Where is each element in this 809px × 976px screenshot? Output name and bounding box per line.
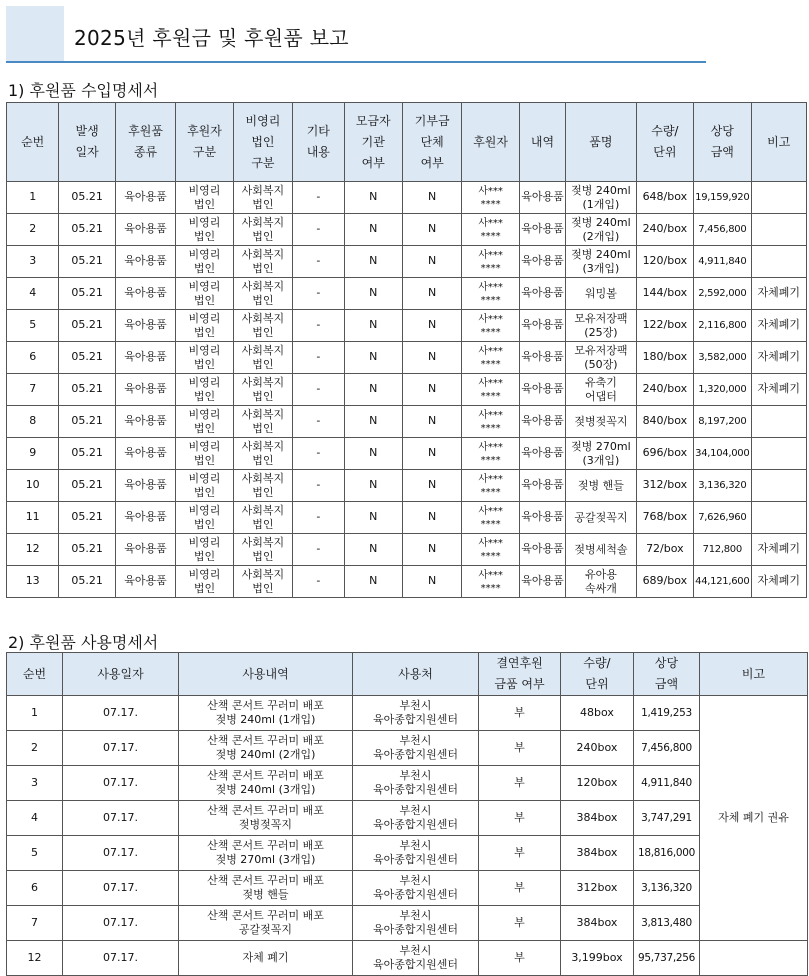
- item-type-cell: 육아용품: [115, 470, 175, 502]
- table-row: [7, 246, 807, 278]
- row-number: 7: [7, 906, 63, 941]
- usage-table: [6, 652, 808, 976]
- page-title: 2025년 후원금 및 후원품 보고: [74, 26, 349, 50]
- usage-content-cell: 산책 콘서트 꾸러미 배포 젖병젖꼭지: [179, 801, 353, 836]
- item-type-cell: 육아용품: [115, 278, 175, 310]
- usage-place-cell: 부천시 육아종합지원센터: [353, 801, 479, 836]
- quantity-cell: 72/box: [636, 534, 693, 566]
- donor-cell: 사*** ****: [462, 502, 519, 534]
- item-name-cell: 모유저장팩 (50장): [566, 342, 637, 374]
- item-name-cell: 젖병세척솔: [566, 534, 637, 566]
- corp-type-cell: 사회복지 법인: [233, 438, 292, 470]
- item-type-cell: 육아용품: [115, 534, 175, 566]
- item-name-cell: 젖병 240ml (2개입): [566, 214, 637, 246]
- row-number: 12: [7, 534, 59, 566]
- table-row: [7, 534, 807, 566]
- etc-cell: -: [293, 374, 344, 406]
- amount-cell: 2,116,800: [694, 310, 751, 342]
- donor-type-cell: 비영리 법인: [176, 214, 233, 246]
- usage-content-cell: 산책 콘서트 꾸러미 배포 젖병 핸들: [179, 871, 353, 906]
- note-cell: 자체폐기: [751, 310, 807, 342]
- date-cell: 05.21: [59, 406, 115, 438]
- amount-cell: 3,813,480: [634, 906, 700, 941]
- income-column-header: 후원품 종류: [115, 103, 175, 182]
- table-row: [7, 406, 807, 438]
- corp-type-cell: 사회복지 법인: [233, 502, 292, 534]
- detail-cell: 육아용품: [519, 438, 565, 470]
- detail-cell: 육아용품: [519, 534, 565, 566]
- row-number: 8: [7, 406, 59, 438]
- item-name-cell: 워밍볼: [566, 278, 637, 310]
- date-cell: 05.21: [59, 438, 115, 470]
- table-row: [7, 696, 808, 731]
- row-number: 10: [7, 470, 59, 502]
- usage-place-cell: 부천시 육아종합지원센터: [353, 836, 479, 871]
- usage-column-header: 결연후원 금품 여부: [479, 653, 561, 696]
- donation-org-cell: N: [402, 534, 461, 566]
- item-name-cell: 유축기 어댑터: [566, 374, 637, 406]
- table-row: [7, 731, 808, 766]
- note-cell: 자체폐기: [751, 534, 807, 566]
- note-cell: [751, 182, 807, 214]
- quantity-cell: 240/box: [636, 214, 693, 246]
- donation-org-cell: N: [402, 566, 461, 598]
- usage-content-cell: 산책 콘서트 꾸러미 배포 젖병 240ml (3개입): [179, 766, 353, 801]
- quantity-cell: 384box: [561, 906, 634, 941]
- etc-cell: -: [293, 278, 344, 310]
- date-cell: 05.21: [59, 566, 115, 598]
- donor-cell: 사*** ****: [462, 534, 519, 566]
- fundraising-agency-cell: N: [344, 502, 402, 534]
- item-name-cell: 모유저장팩 (25장): [566, 310, 637, 342]
- usage-place-cell: 부천시 육아종합지원센터: [353, 766, 479, 801]
- detail-cell: 육아용품: [519, 566, 565, 598]
- row-number: 4: [7, 801, 63, 836]
- usage-header-row: [7, 653, 808, 696]
- income-column-header: 내역: [519, 103, 565, 182]
- note-cell: 자체폐기: [751, 566, 807, 598]
- quantity-cell: 120/box: [636, 246, 693, 278]
- usage-column-header: 순번: [7, 653, 63, 696]
- sponsorship-cell: 부: [479, 906, 561, 941]
- fundraising-agency-cell: N: [344, 246, 402, 278]
- fundraising-agency-cell: N: [344, 214, 402, 246]
- usage-place-cell: 부천시 육아종합지원센터: [353, 941, 479, 976]
- table-row: [7, 906, 808, 941]
- note-cell: [751, 438, 807, 470]
- row-number: 11: [7, 502, 59, 534]
- corp-type-cell: 사회복지 법인: [233, 310, 292, 342]
- quantity-cell: 180/box: [636, 342, 693, 374]
- income-column-header: 품명: [566, 103, 637, 182]
- income-table: [6, 102, 807, 598]
- donation-org-cell: N: [402, 246, 461, 278]
- note-cell: [751, 502, 807, 534]
- amount-cell: 19,159,920: [694, 182, 751, 214]
- table-row: [7, 766, 808, 801]
- amount-cell: 3,136,320: [694, 470, 751, 502]
- table-row: [7, 801, 808, 836]
- merged-note-cell: 자체 폐기 권유: [700, 696, 808, 941]
- fundraising-agency-cell: N: [344, 566, 402, 598]
- item-type-cell: 육아용품: [115, 246, 175, 278]
- fundraising-agency-cell: N: [344, 278, 402, 310]
- donor-cell: 사*** ****: [462, 278, 519, 310]
- income-column-header: 비영리 법인 구분: [233, 103, 292, 182]
- usage-content-cell: 산책 콘서트 꾸러미 배포 젖병 240ml (2개입): [179, 731, 353, 766]
- donation-org-cell: N: [402, 438, 461, 470]
- detail-cell: 육아용품: [519, 278, 565, 310]
- amount-cell: 3,747,291: [634, 801, 700, 836]
- table-row: [7, 470, 807, 502]
- donor-cell: 사*** ****: [462, 246, 519, 278]
- amount-cell: 34,104,000: [694, 438, 751, 470]
- donor-type-cell: 비영리 법인: [176, 310, 233, 342]
- income-column-header: 모금자 기관 여부: [344, 103, 402, 182]
- amount-cell: 4,911,840: [694, 246, 751, 278]
- note-cell: [700, 941, 808, 976]
- sponsorship-cell: 부: [479, 696, 561, 731]
- date-cell: 05.21: [59, 214, 115, 246]
- row-number: 3: [7, 766, 63, 801]
- usage-date-cell: 07.17.: [63, 801, 179, 836]
- donation-org-cell: N: [402, 214, 461, 246]
- income-column-header: 수량/ 단위: [636, 103, 693, 182]
- detail-cell: 육아용품: [519, 214, 565, 246]
- date-cell: 05.21: [59, 534, 115, 566]
- donor-type-cell: 비영리 법인: [176, 502, 233, 534]
- quantity-cell: 3,199box: [561, 941, 634, 976]
- corp-type-cell: 사회복지 법인: [233, 374, 292, 406]
- row-number: 2: [7, 731, 63, 766]
- row-number: 6: [7, 871, 63, 906]
- item-name-cell: 유아용 속싸개: [566, 566, 637, 598]
- income-column-header: 기부금 단체 여부: [402, 103, 461, 182]
- income-column-header: 순번: [7, 103, 59, 182]
- quantity-cell: 144/box: [636, 278, 693, 310]
- corp-type-cell: 사회복지 법인: [233, 342, 292, 374]
- detail-cell: 육아용품: [519, 342, 565, 374]
- detail-cell: 육아용품: [519, 374, 565, 406]
- donor-type-cell: 비영리 법인: [176, 470, 233, 502]
- item-type-cell: 육아용품: [115, 342, 175, 374]
- title-underline: [6, 61, 706, 63]
- corp-type-cell: 사회복지 법인: [233, 470, 292, 502]
- date-cell: 05.21: [59, 342, 115, 374]
- item-name-cell: 공갈젖꼭지: [566, 502, 637, 534]
- table-row: [7, 941, 808, 976]
- row-number: 1: [7, 182, 59, 214]
- sponsorship-cell: 부: [479, 871, 561, 906]
- item-name-cell: 젖병 핸들: [566, 470, 637, 502]
- usage-date-cell: 07.17.: [63, 906, 179, 941]
- donor-type-cell: 비영리 법인: [176, 566, 233, 598]
- quantity-cell: 648/box: [636, 182, 693, 214]
- usage-place-cell: 부천시 육아종합지원센터: [353, 871, 479, 906]
- quantity-cell: 312box: [561, 871, 634, 906]
- donor-type-cell: 비영리 법인: [176, 374, 233, 406]
- donation-org-cell: N: [402, 406, 461, 438]
- fundraising-agency-cell: N: [344, 182, 402, 214]
- donation-org-cell: N: [402, 342, 461, 374]
- item-type-cell: 육아용품: [115, 406, 175, 438]
- table-row: [7, 438, 807, 470]
- row-number: 7: [7, 374, 59, 406]
- row-number: 4: [7, 278, 59, 310]
- row-number: 2: [7, 214, 59, 246]
- table-row: [7, 836, 808, 871]
- donation-org-cell: N: [402, 502, 461, 534]
- row-number: 12: [7, 941, 63, 976]
- amount-cell: 18,816,000: [634, 836, 700, 871]
- note-cell: [751, 470, 807, 502]
- row-number: 9: [7, 438, 59, 470]
- fundraising-agency-cell: N: [344, 342, 402, 374]
- usage-content-cell: 산책 콘서트 꾸러미 배포 공갈젖꼭지: [179, 906, 353, 941]
- sponsorship-cell: 부: [479, 766, 561, 801]
- table-row: [7, 342, 807, 374]
- income-header-row: [7, 103, 807, 182]
- donor-type-cell: 비영리 법인: [176, 342, 233, 374]
- usage-column-header: 상당 금액: [634, 653, 700, 696]
- report-header: [6, 6, 706, 62]
- amount-cell: 7,626,960: [694, 502, 751, 534]
- sponsorship-cell: 부: [479, 941, 561, 976]
- row-number: 5: [7, 310, 59, 342]
- detail-cell: 육아용품: [519, 310, 565, 342]
- donor-cell: 사*** ****: [462, 406, 519, 438]
- fundraising-agency-cell: N: [344, 374, 402, 406]
- usage-date-cell: 07.17.: [63, 941, 179, 976]
- quantity-cell: 312/box: [636, 470, 693, 502]
- etc-cell: -: [293, 438, 344, 470]
- amount-cell: 1,419,253: [634, 696, 700, 731]
- fundraising-agency-cell: N: [344, 310, 402, 342]
- income-column-header: 상당 금액: [694, 103, 751, 182]
- item-type-cell: 육아용품: [115, 310, 175, 342]
- sponsorship-cell: 부: [479, 836, 561, 871]
- income-column-header: 후원자: [462, 103, 519, 182]
- table-row: [7, 566, 807, 598]
- usage-content-cell: 산책 콘서트 꾸러미 배포 젖병 270ml (3개입): [179, 836, 353, 871]
- etc-cell: -: [293, 502, 344, 534]
- note-cell: 자체폐기: [751, 374, 807, 406]
- quantity-cell: 840/box: [636, 406, 693, 438]
- date-cell: 05.21: [59, 310, 115, 342]
- quantity-cell: 696/box: [636, 438, 693, 470]
- quantity-cell: 240box: [561, 731, 634, 766]
- row-number: 6: [7, 342, 59, 374]
- detail-cell: 육아용품: [519, 182, 565, 214]
- title-accent-block: [6, 6, 64, 62]
- donor-type-cell: 비영리 법인: [176, 278, 233, 310]
- etc-cell: -: [293, 214, 344, 246]
- quantity-cell: 120box: [561, 766, 634, 801]
- corp-type-cell: 사회복지 법인: [233, 182, 292, 214]
- detail-cell: 육아용품: [519, 406, 565, 438]
- donor-type-cell: 비영리 법인: [176, 406, 233, 438]
- table-row: [7, 502, 807, 534]
- usage-column-header: 사용내역: [179, 653, 353, 696]
- row-number: 5: [7, 836, 63, 871]
- usage-date-cell: 07.17.: [63, 731, 179, 766]
- etc-cell: -: [293, 342, 344, 374]
- fundraising-agency-cell: N: [344, 534, 402, 566]
- fundraising-agency-cell: N: [344, 438, 402, 470]
- quantity-cell: 689/box: [636, 566, 693, 598]
- item-type-cell: 육아용품: [115, 182, 175, 214]
- donation-org-cell: N: [402, 310, 461, 342]
- note-cell: 자체폐기: [751, 342, 807, 374]
- donor-cell: 사*** ****: [462, 566, 519, 598]
- donor-cell: 사*** ****: [462, 182, 519, 214]
- etc-cell: -: [293, 246, 344, 278]
- donor-cell: 사*** ****: [462, 470, 519, 502]
- sponsorship-cell: 부: [479, 731, 561, 766]
- corp-type-cell: 사회복지 법인: [233, 214, 292, 246]
- usage-place-cell: 부천시 육아종합지원센터: [353, 731, 479, 766]
- donor-type-cell: 비영리 법인: [176, 438, 233, 470]
- income-column-header: 후원자 구분: [176, 103, 233, 182]
- usage-column-header: 비고: [700, 653, 808, 696]
- item-name-cell: 젖병젖꼭지: [566, 406, 637, 438]
- usage-place-cell: 부천시 육아종합지원센터: [353, 906, 479, 941]
- income-section-title: 1) 후원품 수입명세서: [8, 81, 159, 100]
- etc-cell: -: [293, 534, 344, 566]
- usage-date-cell: 07.17.: [63, 766, 179, 801]
- note-cell: 자체폐기: [751, 278, 807, 310]
- corp-type-cell: 사회복지 법인: [233, 534, 292, 566]
- date-cell: 05.21: [59, 374, 115, 406]
- row-number: 13: [7, 566, 59, 598]
- amount-cell: 1,320,000: [694, 374, 751, 406]
- usage-date-cell: 07.17.: [63, 696, 179, 731]
- etc-cell: -: [293, 470, 344, 502]
- item-type-cell: 육아용품: [115, 502, 175, 534]
- donor-type-cell: 비영리 법인: [176, 246, 233, 278]
- detail-cell: 육아용품: [519, 502, 565, 534]
- income-column-header: 발생 일자: [59, 103, 115, 182]
- quantity-cell: 768/box: [636, 502, 693, 534]
- donor-cell: 사*** ****: [462, 310, 519, 342]
- usage-place-cell: 부천시 육아종합지원센터: [353, 696, 479, 731]
- date-cell: 05.21: [59, 182, 115, 214]
- amount-cell: 2,592,000: [694, 278, 751, 310]
- amount-cell: 7,456,800: [694, 214, 751, 246]
- quantity-cell: 48box: [561, 696, 634, 731]
- etc-cell: -: [293, 406, 344, 438]
- donor-type-cell: 비영리 법인: [176, 182, 233, 214]
- usage-column-header: 사용처: [353, 653, 479, 696]
- usage-section-title: 2) 후원품 사용명세서: [8, 633, 159, 652]
- donation-org-cell: N: [402, 374, 461, 406]
- detail-cell: 육아용품: [519, 470, 565, 502]
- item-name-cell: 젖병 240ml (1개입): [566, 182, 637, 214]
- table-row: [7, 374, 807, 406]
- date-cell: 05.21: [59, 470, 115, 502]
- etc-cell: -: [293, 566, 344, 598]
- row-number: 1: [7, 696, 63, 731]
- income-column-header: 비고: [751, 103, 807, 182]
- corp-type-cell: 사회복지 법인: [233, 246, 292, 278]
- table-row: [7, 182, 807, 214]
- donation-org-cell: N: [402, 470, 461, 502]
- quantity-cell: 240/box: [636, 374, 693, 406]
- donor-cell: 사*** ****: [462, 438, 519, 470]
- amount-cell: 3,136,320: [634, 871, 700, 906]
- item-name-cell: 젖병 240ml (3개입): [566, 246, 637, 278]
- table-row: [7, 871, 808, 906]
- amount-cell: 44,121,600: [694, 566, 751, 598]
- item-type-cell: 육아용품: [115, 438, 175, 470]
- row-number: 3: [7, 246, 59, 278]
- donor-cell: 사*** ****: [462, 342, 519, 374]
- donor-cell: 사*** ****: [462, 374, 519, 406]
- usage-date-cell: 07.17.: [63, 836, 179, 871]
- usage-column-header: 수량/ 단위: [561, 653, 634, 696]
- fundraising-agency-cell: N: [344, 470, 402, 502]
- item-type-cell: 육아용품: [115, 214, 175, 246]
- amount-cell: 712,800: [694, 534, 751, 566]
- usage-content-cell: 산책 콘서트 꾸러미 배포 젖병 240ml (1개입): [179, 696, 353, 731]
- amount-cell: 95,737,256: [634, 941, 700, 976]
- etc-cell: -: [293, 182, 344, 214]
- usage-column-header: 사용일자: [63, 653, 179, 696]
- corp-type-cell: 사회복지 법인: [233, 566, 292, 598]
- date-cell: 05.21: [59, 278, 115, 310]
- donation-org-cell: N: [402, 278, 461, 310]
- date-cell: 05.21: [59, 502, 115, 534]
- amount-cell: 4,911,840: [634, 766, 700, 801]
- usage-date-cell: 07.17.: [63, 871, 179, 906]
- quantity-cell: 122/box: [636, 310, 693, 342]
- quantity-cell: 384box: [561, 801, 634, 836]
- table-row: [7, 278, 807, 310]
- date-cell: 05.21: [59, 246, 115, 278]
- table-row: [7, 214, 807, 246]
- corp-type-cell: 사회복지 법인: [233, 406, 292, 438]
- sponsorship-cell: 부: [479, 801, 561, 836]
- item-type-cell: 육아용품: [115, 374, 175, 406]
- detail-cell: 육아용품: [519, 246, 565, 278]
- donation-org-cell: N: [402, 182, 461, 214]
- note-cell: [751, 406, 807, 438]
- note-cell: [751, 214, 807, 246]
- usage-content-cell: 자체 폐기: [179, 941, 353, 976]
- corp-type-cell: 사회복지 법인: [233, 278, 292, 310]
- fundraising-agency-cell: N: [344, 406, 402, 438]
- donor-type-cell: 비영리 법인: [176, 534, 233, 566]
- income-column-header: 기타 내용: [293, 103, 344, 182]
- etc-cell: -: [293, 310, 344, 342]
- item-type-cell: 육아용품: [115, 566, 175, 598]
- amount-cell: 3,582,000: [694, 342, 751, 374]
- quantity-cell: 384box: [561, 836, 634, 871]
- donor-cell: 사*** ****: [462, 214, 519, 246]
- amount-cell: 7,456,800: [634, 731, 700, 766]
- amount-cell: 8,197,200: [694, 406, 751, 438]
- table-row: [7, 310, 807, 342]
- item-name-cell: 젖병 270ml (3개입): [566, 438, 637, 470]
- note-cell: [751, 246, 807, 278]
